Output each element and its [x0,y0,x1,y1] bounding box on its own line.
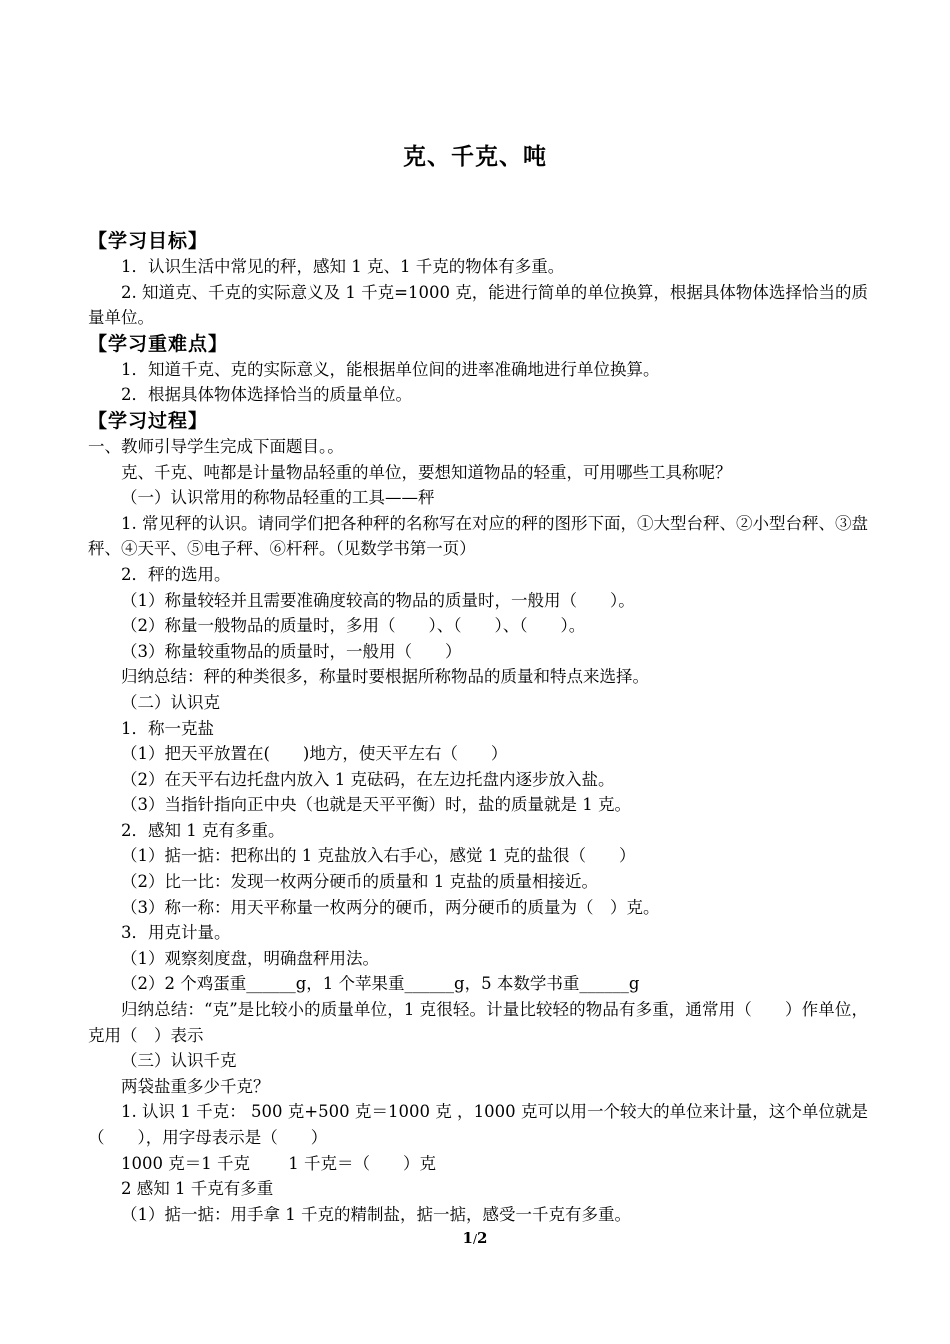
paragraph-line: （三）认识千克 [121,1051,237,1071]
paragraph-line: （一）认识常用的称物品轻重的工具——秤 [121,488,435,508]
paragraph-line: 克、千克、吨都是计量物品轻重的单位，要想知道物品的轻重，可用哪些工具称呢？ [121,462,732,482]
paragraph-line: 一、教师引导学生完成下面题目。。 [88,436,344,456]
paragraph-line: （1）掂一掂：把称出的 1 克盐放入右手心，感觉 1 克的盐很（ ） [121,846,636,866]
paragraph-line: 3．用克计量。 [121,923,231,943]
paragraph-line: （二）认识克 [121,692,220,712]
paragraph-line: （3）当指针指向正中央（也就是天平平衡）时，盐的质量就是 1 克。 [121,795,631,815]
paragraph-line: 1．认识生活中常见的秤，感知 1 克、1 千克的物体有多重。 [121,257,565,276]
paragraph-line: 1．称一克盐 [121,718,214,738]
paragraph-line: （1）称量较轻并且需要准确度较高的物品的质量时，一般用（ ）。 [121,590,635,610]
paragraph-line: 1000 克＝1 千克 1 千克＝（ ）克 [121,1153,436,1173]
page-current: 1 [462,1229,473,1247]
paragraph-line: （2）称量一般物品的质量时，多用（ ）、（ ）、（ ）。 [121,616,586,636]
paragraph-line: 1. 常见秤的认识。请同学们把各种秤的名称写在对应的秤的图形下面，①大型台秤、②小型台秤、③盘秤、④天平、⑤电子秤、⑥杆秤。（见数学书第一页） [88,513,868,559]
paragraph-line: 2. 知道克、千克的实际意义及 1 千克=1000 克，能进行简单的单位换算，根据具体物体选择恰当的质量单位。 [88,282,868,328]
paragraph-line: 1．知道千克、克的实际意义，能根据单位间的进率准确地进行单位换算。 [121,359,660,379]
paragraph-line: （2）比一比：发现一枚两分硬币的质量和 1 克盐的质量相接近。 [121,872,598,892]
paragraph-line: 归纳总结：“克”是比较小的质量单位，1 克很轻。计量比较轻的物品有多重，通常用（ ）作单位，克用（ ）表示 [88,1000,868,1045]
paragraph-line: （1）掂一掂：用手拿 1 千克的精制盐，掂一掂，感受一千克有多重。 [121,1204,631,1224]
paragraph-line: 2 感知 1 千克有多重 [121,1179,274,1199]
paragraph-line: （1）把天平放置在( )地方，使天平左右（ ） [121,744,508,764]
paragraph-line: 归纳总结：秤的种类很多，称量时要根据所称物品的质量和特点来选择。 [121,667,649,687]
page-separator: / [472,1232,478,1246]
paragraph-line: 2．秤的选用。 [121,564,231,584]
document-body [88,228,868,1227]
paragraph-line: 两袋盐重多少千克？ [121,1076,270,1096]
section-heading: 【学习目标】 [88,230,209,252]
paragraph-line: 2．根据具体物体选择恰当的质量单位。 [121,385,412,405]
page-total: 2 [477,1229,488,1247]
paragraph-line: （2）在天平右边托盘内放入 1 克砝码，在左边托盘内逐步放入盐。 [121,769,615,789]
paragraph-line: 1. 认识 1 千克： 500 克+500 克＝1000 克 ，1000 克可以用一个较大的单位来计量，这个单位就是（ ），用字母表示是（ ） [88,1102,868,1147]
paragraph-line: （2）2 个鸡蛋重______g，1 个苹果重______g，5 本数学书重______g [121,974,640,994]
paragraph-line: （1）观察刻度盘，明确盘秤用法。 [121,948,379,968]
paragraph-line: （3）称量较重物品的质量时，一般用（ ） [121,641,462,661]
paragraph-line: （3）称一称：用天平称量一枚两分的硬币，两分硬币的质量为（ ）克。 [121,897,660,917]
section-heading: 【学习重难点】 [88,332,229,355]
document-title: 克、千克、吨 [403,143,547,170]
paragraph-line: 2．感知 1 克有多重。 [121,820,285,840]
section-heading: 【学习过程】 [88,409,209,432]
page-number [0,1229,950,1247]
